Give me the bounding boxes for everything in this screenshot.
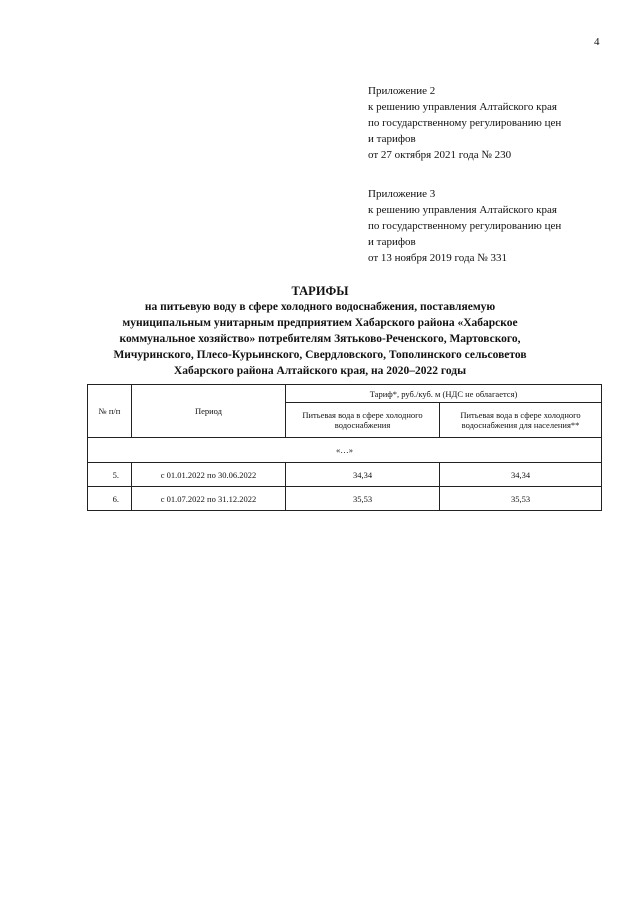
page-number: 4 [594, 36, 600, 48]
row-period: с 01.01.2022 по 30.06.2022 [132, 463, 286, 487]
appendix-3-header [368, 186, 618, 266]
row-period: с 01.07.2022 по 31.12.2022 [132, 487, 286, 511]
appendix-line: от 27 октября 2021 года № 230 [368, 149, 512, 161]
row-number: 5. [88, 463, 132, 487]
appendix-line: Приложение 2 [368, 85, 436, 97]
appendix-line: и тарифов [368, 236, 416, 248]
header-period: Период [132, 385, 286, 438]
appendix-line: к решению управления Алтайского края [368, 204, 557, 216]
document-title [70, 283, 570, 379]
header-drinking-water: Питьевая вода в сфере холодного водоснабжения [286, 403, 440, 438]
row-value: 34,34 [286, 463, 440, 487]
title-line: коммунальное хозяйство» потребителям Зятьково-Реченского, Мартовского, [119, 333, 521, 345]
appendix-line: по государственному регулированию цен [368, 220, 562, 232]
row-value: 35,53 [286, 487, 440, 511]
table-row [88, 487, 602, 511]
appendix-line: и тарифов [368, 133, 416, 145]
title-line: Хабарского района Алтайского края, на 2020–2022 годы [173, 365, 467, 377]
title-line: муниципальным унитарным предприятием Хабарского района «Хабарское [122, 317, 518, 329]
appendix-line: Приложение 3 [368, 188, 436, 200]
title-line: на питьевую воду в сфере холодного водоснабжения, поставляемую [144, 301, 496, 313]
title-main: ТАРИФЫ [291, 284, 349, 298]
appendix-2-header [368, 83, 618, 163]
row-number: 6. [88, 487, 132, 511]
row-value-population: 35,53 [440, 487, 602, 511]
appendix-line: от 13 ноября 2019 года № 331 [368, 252, 507, 264]
title-line: Мичуринского, Плесо-Курьинского, Свердловского, Тополинского сельсоветов [113, 349, 527, 361]
ellipsis-row: «…» [88, 438, 602, 463]
header-drinking-water-population: Питьевая вода в сфере холодного водоснабжения для населения** [440, 403, 602, 438]
appendix-line: по государственному регулированию цен [368, 117, 562, 129]
header-num: № п/п [88, 385, 132, 438]
appendix-line: к решению управления Алтайского края [368, 101, 557, 113]
row-value-population: 34,34 [440, 463, 602, 487]
table-row [88, 463, 602, 487]
header-tariff: Тариф*, руб./куб. м (НДС не облагается) [286, 385, 602, 403]
tariff-table [87, 384, 602, 511]
